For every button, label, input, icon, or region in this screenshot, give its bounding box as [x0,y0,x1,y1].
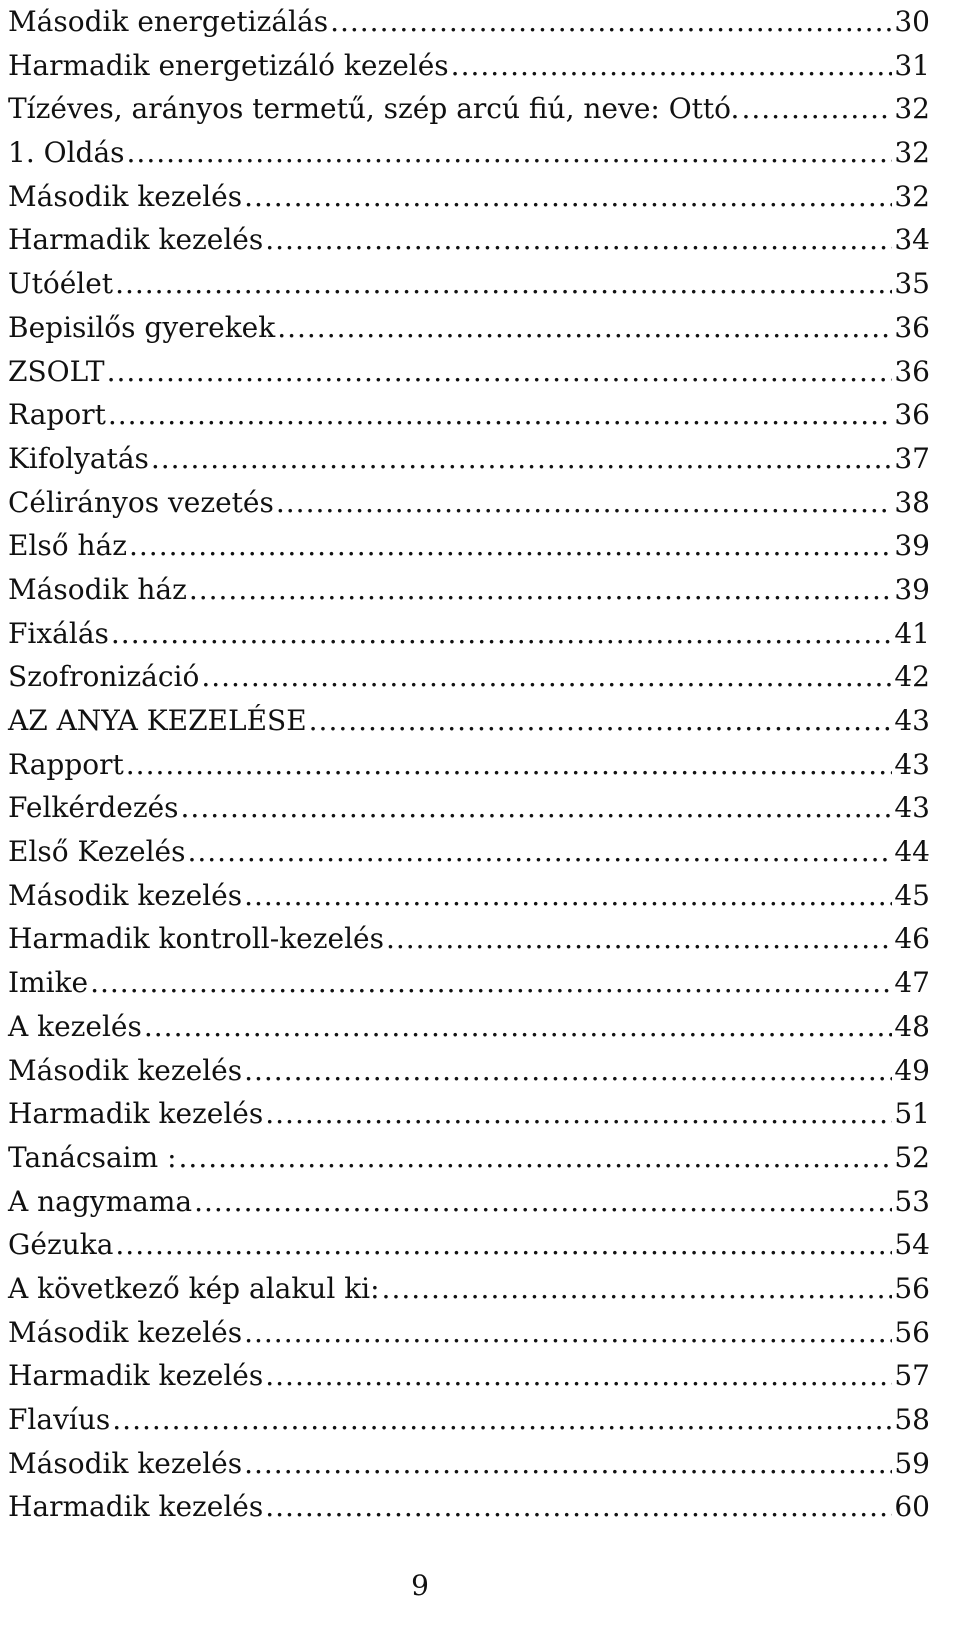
toc-entry-title: Harmadik kezelés [8,223,264,257]
toc-dot-leader [265,1485,892,1529]
toc-entry[interactable] [8,1136,930,1180]
toc-entry-page: 39 [894,572,930,606]
toc-dot-leader [382,1267,893,1311]
toc-entry-title: Első Kezelés [8,835,186,869]
toc-entry-title: Második ház [8,572,187,606]
toc-entry[interactable] [8,218,930,262]
toc-entry-page: 44 [894,835,930,869]
toc-entry-title: Célirányos vezetés [8,485,274,519]
toc-dot-leader [108,393,893,437]
toc-entry-page: 31 [894,48,930,82]
toc-dot-leader [276,481,892,525]
toc-entry-page: 36 [894,310,930,344]
toc-entry-page: 34 [894,223,930,257]
toc-entry[interactable] [8,1049,930,1093]
toc-entry[interactable] [8,699,930,743]
toc-entry-page: 46 [894,922,930,956]
toc-entry-page: 35 [894,267,930,301]
toc-entry[interactable] [8,830,930,874]
toc-entry-page: 48 [894,1009,930,1043]
toc-dot-leader [144,1005,892,1049]
toc-dot-leader [129,524,892,568]
toc-entry[interactable] [8,87,930,131]
toc-entry-page: 53 [894,1184,930,1218]
toc-entry[interactable] [8,350,930,394]
toc-entry-title: AZ ANYA KEZELÉSE [8,704,307,737]
toc-entry-title: Szofronizáció [8,660,200,694]
toc-entry-page: 60 [894,1490,930,1524]
toc-entry-title: Tanácsaim : [8,1140,177,1174]
toc-dot-leader [127,131,893,175]
toc-entry[interactable] [8,874,930,918]
toc-entry[interactable] [8,0,930,44]
toc-entry[interactable] [8,743,930,787]
toc-entry-page: 38 [894,485,930,519]
toc-entry-page: 47 [894,966,930,1000]
toc-dot-leader [151,437,892,481]
toc-entry[interactable] [8,262,930,306]
toc-dot-leader [451,44,893,88]
toc-entry-page: 57 [894,1359,930,1393]
toc-entry-page: 36 [894,398,930,432]
toc-entry[interactable] [8,1005,930,1049]
toc-entry[interactable] [8,1485,930,1529]
toc-dot-leader [179,1136,893,1180]
toc-entry-title: A következő kép alakul ki: [8,1271,380,1305]
toc-dot-leader [741,87,892,131]
toc-entry[interactable] [8,44,930,88]
toc-entry-page: 54 [894,1228,930,1262]
toc-dot-leader [309,699,893,743]
toc-entry[interactable] [8,1267,930,1311]
toc-entry[interactable] [8,306,930,350]
toc-entry-title: Harmadik kontroll-kezelés [8,922,384,956]
toc-entry[interactable] [8,393,930,437]
toc-dot-leader [112,1398,892,1442]
toc-entry[interactable] [8,786,930,830]
toc-entry-title: Fixálás [8,616,109,650]
toc-entry[interactable] [8,481,930,525]
toc-entry-title: Első ház [8,529,127,563]
toc-entry-page: 52 [894,1140,930,1174]
toc-entry-page: 56 [894,1271,930,1305]
toc-entry-title: Második energetizálás [8,5,329,38]
toc-dot-leader [265,1354,892,1398]
toc-dot-leader [244,874,892,918]
toc-dot-leader [244,1049,892,1093]
toc-entry-page: 32 [894,179,930,213]
toc-dot-leader [126,743,893,787]
toc-entry-title: A nagymama [8,1184,193,1218]
toc-dot-leader [244,175,892,219]
toc-entry-title: Felkérdezés [8,791,179,825]
toc-entry-page: 43 [894,791,930,825]
table-of-contents [8,0,930,1529]
toc-dot-leader [244,1311,892,1355]
toc-entry-page: 41 [894,616,930,650]
toc-dot-leader [111,612,892,656]
toc-entry-title: Bepisilős gyerekek [8,310,276,344]
toc-entry-title: Gézuka [8,1228,114,1262]
toc-entry-title: Utóélet [8,267,114,301]
toc-entry[interactable] [8,655,930,699]
toc-dot-leader [115,262,892,306]
toc-entry[interactable] [8,568,930,612]
toc-entry-page: 32 [894,136,930,170]
toc-entry-page: 43 [894,704,930,737]
toc-entry-title: Harmadik energetizáló kezelés [8,48,449,82]
toc-entry-title: A kezelés [8,1009,142,1043]
toc-entry-title: Második kezelés [8,878,243,912]
page-number: 9 [411,1569,429,1602]
toc-entry-page: 42 [894,660,930,694]
toc-entry-page: 56 [894,1315,930,1349]
toc-entry[interactable] [8,612,930,656]
toc-entry[interactable] [8,1311,930,1355]
toc-entry-page: 51 [894,1097,930,1131]
toc-entry-title: Raport [8,398,106,432]
toc-entry[interactable] [8,131,930,175]
toc-entry-title: Flavíus [8,1403,111,1436]
toc-entry-title: Második kezelés [8,179,243,213]
toc-entry-title: Rapport [8,747,124,781]
toc-entry[interactable] [8,1092,930,1136]
toc-entry-page: 58 [894,1403,930,1436]
toc-entry-title: Harmadik kezelés [8,1490,264,1524]
toc-entry-page: 32 [894,92,930,126]
toc-entry-title: ZSOLT [8,354,105,388]
toc-dot-leader [194,1180,892,1224]
toc-entry-title: Második kezelés [8,1053,243,1087]
toc-dot-leader [277,306,892,350]
toc-entry-page: 49 [894,1053,930,1087]
toc-entry-title: Kifolyatás [8,441,149,475]
toc-entry-title: Tízéves, arányos termetű, szép arcú fiú, neve: Ottó. [8,92,740,126]
toc-entry-page: 39 [894,529,930,563]
toc-entry-title: Második kezelés [8,1315,243,1349]
toc-entry-page: 43 [894,747,930,781]
toc-entry-title: Harmadik kezelés [8,1359,264,1393]
toc-dot-leader [265,1092,892,1136]
toc-entry[interactable] [8,437,930,481]
toc-entry-title: Imike [8,966,89,1000]
toc-entry[interactable] [8,961,930,1005]
toc-entry-page: 30 [894,5,930,38]
toc-dot-leader [265,218,892,262]
toc-entry[interactable] [8,917,930,961]
toc-entry-title: Második kezelés [8,1446,243,1480]
toc-dot-leader [244,1442,892,1486]
toc-dot-leader [107,350,893,394]
toc-entry[interactable] [8,1223,930,1267]
toc-entry-page: 36 [894,354,930,388]
toc-entry[interactable] [8,524,930,568]
toc-entry-page: 45 [894,878,930,912]
toc-entry[interactable] [8,175,930,219]
toc-dot-leader [90,961,892,1005]
toc-dot-leader [115,1223,892,1267]
toc-entry[interactable] [8,1442,930,1486]
toc-dot-leader [187,830,892,874]
toc-dot-leader [201,655,892,699]
toc-dot-leader [330,0,892,44]
toc-entry[interactable] [8,1398,930,1442]
toc-entry-title: 1. Oldás [8,136,125,170]
toc-dot-leader [386,917,892,961]
toc-entry-page: 37 [894,441,930,475]
toc-dot-leader [189,568,893,612]
toc-entry[interactable] [8,1180,930,1224]
toc-entry[interactable] [8,1354,930,1398]
toc-entry-page: 59 [894,1446,930,1480]
toc-dot-leader [181,786,893,830]
toc-entry-title: Harmadik kezelés [8,1097,264,1131]
